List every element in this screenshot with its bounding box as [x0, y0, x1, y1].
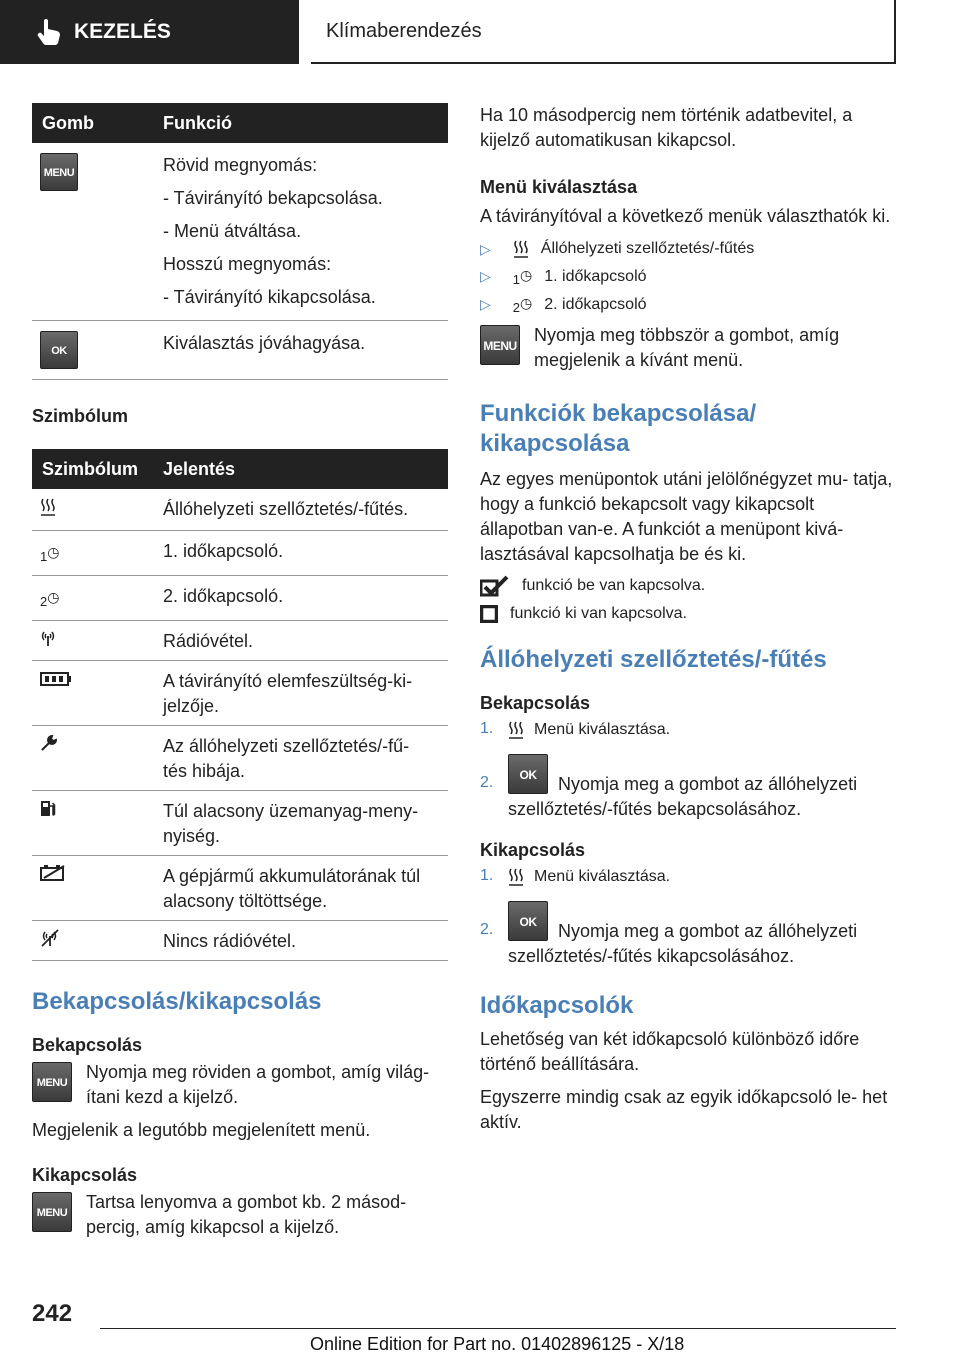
on-subheading: Bekapcsolás — [32, 1034, 143, 1055]
left-column — [32, 103, 448, 1240]
menu-item-text: 1. időkapcsoló — [544, 267, 647, 285]
menu-subheading: Menü kiválasztása — [480, 177, 638, 197]
row-text: Kiválasztás jóváhagyása. — [163, 333, 366, 353]
step-number: 1. — [480, 719, 494, 737]
on-instruction — [32, 1060, 448, 1110]
step-text: Nyomja meg a gombot az állóhelyzeti szellőztetés/-fűtés kikapcsolásához. — [508, 920, 858, 966]
park-off-steps — [480, 867, 900, 969]
symbol-meaning: 1. időkapcsoló. — [163, 541, 284, 561]
table-row — [32, 855, 448, 920]
row-text: Hosszú megnyomás: — [163, 254, 332, 274]
col-header-button: Gomb — [32, 103, 153, 143]
func-on-text: funkció be van kapcsolva. — [522, 576, 706, 594]
wrench-icon — [40, 734, 58, 752]
step-number: 2. — [480, 920, 494, 938]
timers-text: Egyszerre mindig csak az egyik időkapcsoló le- het aktív. — [480, 1086, 888, 1132]
func-off-text: funkció ki van kapcsolva. — [510, 604, 687, 622]
list-item — [480, 754, 900, 822]
row-text: - Távirányító kikapcsolása. — [163, 287, 376, 307]
table-row — [32, 489, 448, 531]
onoff-heading: Bekapcsolás/kikapcsolás — [32, 987, 322, 1015]
instruction-text: Nyomja meg többször a gombot, amíg megjelenik a kívánt menü. — [534, 324, 840, 370]
triangle-bullet-icon: ▷ — [480, 240, 491, 257]
park-on-subheading: Bekapcsolás — [480, 692, 591, 713]
off-subheading: Kikapcsolás — [32, 1164, 138, 1185]
ok-key-icon: OK — [508, 754, 548, 794]
instruction-text: Nyomja meg röviden a gombot, amíg világ- ítani kezd a kijelző. — [86, 1061, 430, 1107]
step-number: 2. — [480, 773, 494, 791]
row-text: Rövid megnyomás: — [163, 155, 318, 175]
symbol-meaning: 2. időkapcsoló. — [163, 585, 284, 606]
table-row — [32, 143, 448, 321]
list-item — [480, 901, 900, 969]
menu-key-icon: MENU — [32, 1192, 72, 1232]
symbol-meaning: Az állóhelyzeti szellőztetés/-fű- tés hibája. — [163, 735, 410, 781]
symbol-meaning: A távirányító elemfeszültség-ki- jelzője. — [163, 670, 413, 716]
col-header-symbol: Szimbólum — [32, 449, 153, 489]
chapter-title: Klímaberendezés — [326, 19, 482, 42]
note-text: Megjelenik a legutóbb megjelenített menü. — [32, 1119, 371, 1140]
step-number: 1. — [480, 866, 494, 884]
menu-list — [480, 239, 900, 315]
table-row — [32, 790, 448, 855]
triangle-bullet-icon: ▷ — [480, 296, 491, 313]
col-header-function: Funkció — [153, 103, 448, 143]
symbol-meaning: Nincs rádióvétel. — [163, 930, 297, 951]
func-on-row — [480, 575, 900, 597]
park-heading: Állóhelyzeti szellőztetés/-fűtés — [480, 645, 827, 673]
list-item — [480, 239, 900, 259]
button-function-table — [32, 103, 448, 380]
timer-2-icon: $_2$◷ — [40, 588, 60, 609]
timer-1-icon: $_1$◷ — [40, 544, 60, 564]
right-column — [480, 103, 900, 1135]
symbol-meaning: Állóhelyzeti szellőztetés/-fűtés. — [163, 499, 409, 519]
step-text: Menü kiválasztása. — [534, 867, 671, 885]
fuel-icon — [40, 799, 56, 817]
parking-heater-icon — [513, 239, 529, 259]
list-item — [480, 267, 900, 287]
func-heading: Funkciók bekapcsolása/ kikapcsolása — [480, 399, 757, 457]
table-row — [32, 620, 448, 660]
section-tab — [0, 0, 299, 64]
menu-item-text: 2. időkapcsoló — [544, 295, 647, 313]
battery-icon — [40, 671, 72, 687]
timers-text: Lehetőség van két időkapcsoló különböző időre történő beállítására. — [480, 1028, 860, 1074]
timer-2-icon: $_2$◷ — [512, 294, 533, 315]
symbols-heading: Szimbólum — [32, 406, 129, 426]
menu-item-text: Állóhelyzeti szellőztetés/-fűtés — [540, 240, 755, 257]
func-text: Az egyes menüpontok utáni jelölőnégyzet mu- tatja, hogy a funkció bekapcsolt vagy kikapcsolt állapotban van-e. A funkciót a menüpont kivá- lasztásával kapcsolhatja be és ki. — [480, 468, 893, 564]
chapter-header — [311, 0, 896, 64]
step-text: Nyomja meg a gombot az állóhelyzeti szellőztetés/-fűtés bekapcsolásához. — [508, 773, 858, 819]
hand-pointer-icon — [36, 18, 62, 46]
symbol-meaning: A gépjármű akkumulátorának túl alacsony töltöttsége. — [163, 865, 421, 911]
list-item — [480, 720, 900, 740]
checkbox-empty-icon — [480, 605, 498, 623]
symbols-table — [32, 449, 448, 961]
car-battery-icon — [40, 864, 66, 882]
ok-key-icon: OK — [508, 901, 548, 941]
ok-key-icon: OK — [40, 331, 78, 369]
table-row — [32, 531, 448, 576]
row-text: - Távirányító bekapcsolása. — [163, 188, 383, 208]
footer-divider — [100, 1328, 896, 1329]
parking-heater-icon — [508, 720, 524, 740]
row-text: - Menü átváltása. — [163, 221, 302, 241]
symbol-meaning: Túl alacsony üzemanyag-meny- nyiség. — [163, 800, 419, 846]
menu-key-instruction — [480, 323, 900, 373]
parking-heater-icon — [508, 867, 524, 887]
parking-heater-icon — [40, 497, 56, 517]
page-number: 242 — [32, 1300, 73, 1327]
checkbox-checked-icon — [480, 575, 510, 597]
step-text: Menü kiválasztása. — [534, 720, 671, 738]
symbol-meaning: Rádióvétel. — [163, 630, 254, 651]
func-off-row — [480, 605, 900, 623]
table-row — [32, 321, 448, 380]
timers-heading: Időkapcsolók — [480, 991, 634, 1019]
list-item — [480, 867, 900, 887]
instruction-text: Tartsa lenyomva a gombot kb. 2 másod- percig, amíg kikapcsol a kijelző. — [86, 1191, 407, 1237]
col-header-meaning: Jelentés — [153, 449, 448, 489]
list-item — [480, 295, 900, 315]
table-row — [32, 725, 448, 790]
no-radio-icon — [40, 929, 60, 947]
menu-key-icon: MENU — [32, 1062, 72, 1102]
timer-1-icon: $_1$◷ — [512, 267, 533, 287]
radio-reception-icon — [40, 629, 56, 647]
menu-key-icon: MENU — [40, 153, 78, 191]
section-title: KEZELÉS — [74, 20, 171, 43]
park-off-subheading: Kikapcsolás — [480, 839, 586, 860]
menu-text: A távirányítóval a következő menük választhatók ki. — [480, 206, 891, 226]
menu-key-icon: MENU — [480, 325, 520, 365]
table-row — [32, 660, 448, 725]
intro-text: Ha 10 másodpercig nem történik adatbevitel, a kijelző automatikusan kikapcsol. — [480, 105, 853, 150]
triangle-bullet-icon: ▷ — [480, 268, 491, 285]
table-row — [32, 920, 448, 960]
table-row — [32, 575, 448, 620]
park-on-steps — [480, 720, 900, 822]
off-instruction — [32, 1190, 448, 1240]
edition-text: Online Edition for Part no. 01402896125 - X/18 — [310, 1334, 685, 1354]
